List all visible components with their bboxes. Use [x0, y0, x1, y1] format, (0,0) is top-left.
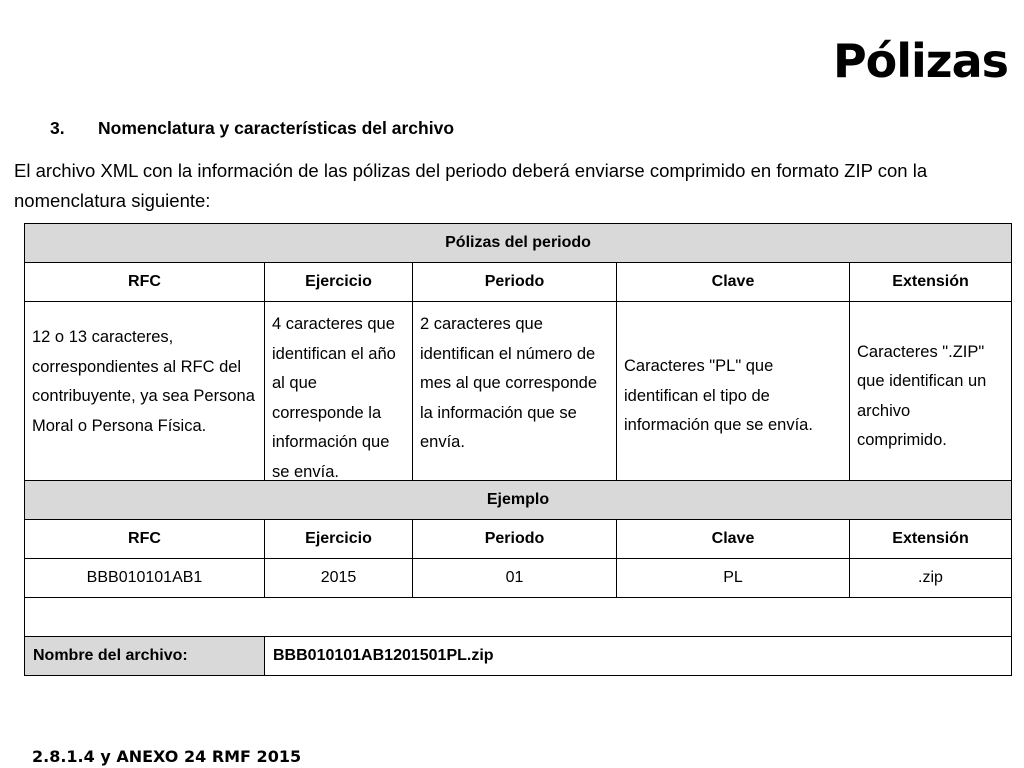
- blank-cell: [25, 598, 1012, 637]
- column-header-periodo: Periodo: [413, 520, 617, 559]
- description-ejercicio: 4 caracteres que identifican el año al que corresponde la información que se envía.: [265, 302, 413, 492]
- filename-value: BBB010101AB1201501PL.zip: [265, 637, 1012, 676]
- column-header-extension: Extensión: [850, 263, 1012, 302]
- description-clave: Caracteres "PL" que identifican el tipo de información que se envía.: [617, 302, 850, 492]
- example-periodo: 01: [413, 559, 617, 598]
- section-number: 3.: [50, 118, 65, 138]
- example-extension: .zip: [850, 559, 1012, 598]
- page-title: Pólizas: [832, 34, 1008, 88]
- polizas-periodo-table: [24, 223, 1012, 491]
- table-header-row: [25, 520, 1012, 559]
- column-header-rfc: RFC: [25, 520, 265, 559]
- example-ejercicio: 2015: [265, 559, 413, 598]
- table-caption-row: [25, 481, 1012, 520]
- intro-paragraph: El archivo XML con la información de las pólizas del periodo deberá enviarse comprimido en formato ZIP con la nomenclatura siguiente:: [14, 160, 928, 211]
- filename-label: Nombre del archivo:: [25, 637, 265, 676]
- table-caption: Pólizas del periodo: [25, 224, 1012, 263]
- description-rfc: 12 o 13 caracteres, correspondientes al RFC del contribuyente, ya sea Persona Moral o Persona Física.: [25, 302, 265, 492]
- column-header-clave: Clave: [617, 263, 850, 302]
- column-header-ejercicio: Ejercicio: [265, 520, 413, 559]
- section-heading-text: Nomenclatura y características del archivo: [98, 118, 455, 138]
- description-extension: Caracteres ".ZIP" que identifican un archivo comprimido.: [850, 302, 1012, 492]
- example-clave: PL: [617, 559, 850, 598]
- column-header-clave: Clave: [617, 520, 850, 559]
- footer-reference: 2.8.1.4 y ANEXO 24 RMF 2015: [32, 747, 302, 766]
- blank-row: [25, 598, 1012, 637]
- table-caption-row: [25, 224, 1012, 263]
- column-header-periodo: Periodo: [413, 263, 617, 302]
- table-header-row: [25, 263, 1012, 302]
- description-periodo: 2 caracteres que identifican el número de mes al que corresponde la información que se envía.: [413, 302, 617, 492]
- ejemplo-table: [24, 480, 1012, 676]
- example-rfc: BBB010101AB1: [25, 559, 265, 598]
- table-row: [25, 302, 1012, 492]
- column-header-rfc: RFC: [25, 263, 265, 302]
- filename-row: [25, 637, 1012, 676]
- column-header-extension: Extensión: [850, 520, 1012, 559]
- column-header-ejercicio: Ejercicio: [265, 263, 413, 302]
- section-heading: [50, 118, 454, 139]
- table-caption: Ejemplo: [25, 481, 1012, 520]
- table-row: [25, 559, 1012, 598]
